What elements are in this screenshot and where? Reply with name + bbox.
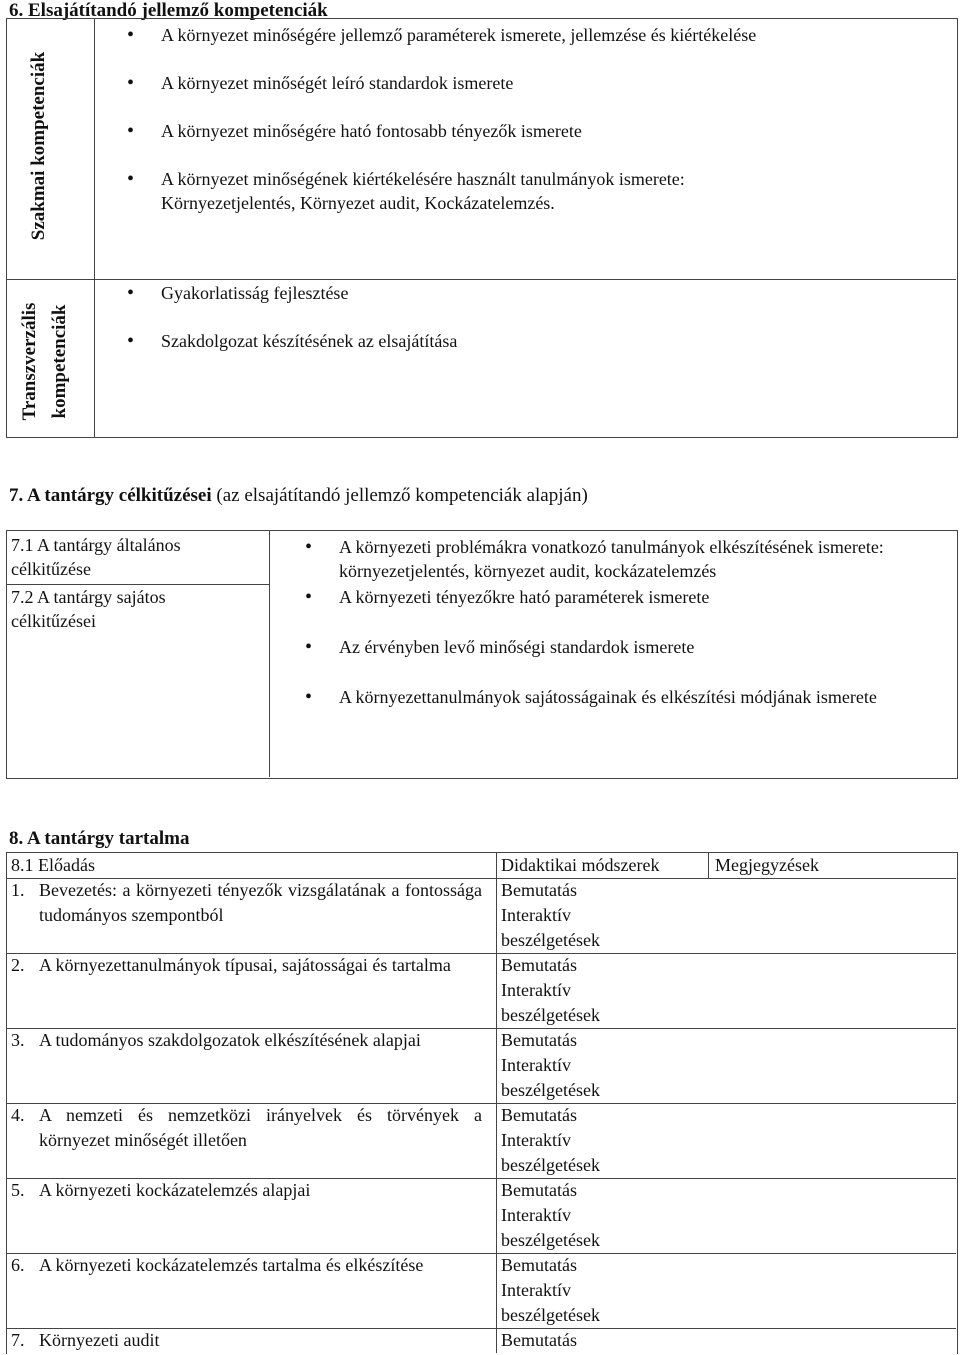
list-item: • A környezeti problémákra vonatkozó tanulmányok elkészítésének ismerete: környezetjelentés, környezet audit, kockázatelemzés [305, 535, 905, 583]
section7-title [9, 485, 588, 507]
table-row [7, 1253, 496, 1328]
table-row [7, 878, 496, 953]
content-table [6, 852, 958, 1354]
row-topic: A környezettanulmányok típusai, sajátosságai és tartalma [39, 955, 451, 975]
section6-title: 6. Elsajátítandó jellemző kompetenciák [9, 0, 328, 21]
method-item: Interaktív [501, 1129, 571, 1150]
row-topic: A tudományos szakdolgozatok elkészítésének alapjai [39, 1030, 421, 1050]
list-item: • A környezettanulmányok sajátosságainak és elkészítési módjának ismerete [305, 685, 919, 709]
row-methods [501, 953, 600, 1027]
list-item: • A környezet minőségére jellemző paraméterek ismerete, jellemzése és kiértékelése [127, 23, 917, 47]
row-topic: A nemzeti és nemzetközi irányelvek és törvények a környezet minőségét illetően [39, 1105, 482, 1150]
row-methods [501, 1178, 600, 1252]
column-divider [94, 19, 95, 437]
section7-title-rest: (az elsajátítandó jellemző kompetenciák alapján) [211, 485, 588, 506]
table-row [7, 953, 496, 1028]
section8-title: 8. A tantárgy tartalma [9, 828, 190, 849]
transzverzalis-list [127, 281, 917, 353]
general-objective-label: 7.1 A tantárgy általános célkitűzése [11, 535, 181, 579]
method-item: Bemutatás [501, 1030, 577, 1050]
method-item: Bemutatás [501, 1330, 577, 1350]
method-item: beszélgetések [501, 929, 600, 950]
transzverzalis-label [15, 294, 75, 429]
transzverzalis-label-line1: Transzverzális [19, 302, 40, 421]
competencies-table [6, 18, 958, 438]
row-topic: Környezeti audit [39, 1330, 160, 1350]
method-item: Interaktív [501, 1204, 571, 1225]
objectives-table [6, 530, 958, 779]
list-item: • A környezet minőségét leíró standardok ismerete [127, 71, 917, 95]
method-item: Bemutatás [501, 1180, 577, 1200]
row-methods [501, 1253, 600, 1327]
list-item: • Az érvényben levő minőségi standardok ismerete [305, 635, 905, 659]
method-item: Interaktív [501, 1279, 571, 1300]
method-item: Interaktív [501, 979, 571, 1000]
szakmai-list [127, 23, 917, 215]
table-row [7, 1178, 496, 1253]
list-item: • A környezeti tényezőkre ható paraméterek ismerete [305, 585, 905, 609]
row-topic: A környezeti kockázatelemzés alapjai [39, 1180, 311, 1200]
row-number: 1. [11, 880, 25, 900]
column-divider [269, 531, 270, 777]
row-methods [501, 1028, 600, 1102]
method-item: beszélgetések [501, 1154, 600, 1175]
method-item: Bemutatás [501, 1255, 577, 1275]
method-item: Interaktív [501, 904, 571, 925]
transzverzalis-label-line2: kompetenciák [49, 304, 70, 419]
row-topic: A környezeti kockázatelemzés tartalma és elkészítése [39, 1255, 424, 1275]
row-methods [501, 878, 600, 952]
table-row [7, 1103, 496, 1178]
row-topic: Bevezetés: a környezeti tényezők vizsgálatának a fontossága tudományos szempontból [39, 880, 482, 925]
list-item: • A környezet minőségére ható fontosabb tényezők ismerete [127, 119, 917, 143]
specific-objective-label: 7.2 A tantárgy sajátos célkitűzései [11, 587, 166, 631]
method-item: beszélgetések [501, 1229, 600, 1250]
list-item: • Szakdolgozat készítésének az elsajátítása [127, 329, 917, 353]
method-item: Bemutatás [501, 1105, 577, 1125]
table-row [7, 1328, 496, 1355]
szakmai-label: Szakmai kompetenciák [28, 51, 49, 241]
column-divider [708, 853, 709, 878]
method-item: beszélgetések [501, 1304, 600, 1325]
row-number: 3. [11, 1030, 25, 1050]
header-methods: Didaktikai módszerek [501, 855, 660, 875]
objectives-list [305, 535, 905, 709]
method-item: beszélgetések [501, 1079, 600, 1100]
row-number: 4. [11, 1105, 25, 1125]
row-number: 7. [11, 1330, 25, 1350]
row-number: 2. [11, 955, 25, 975]
row-number: 6. [11, 1255, 25, 1275]
row-methods [501, 1103, 600, 1177]
list-item: • Gyakorlatisság fejlesztése [127, 281, 917, 305]
row-divider [7, 279, 956, 280]
section7-title-bold: 7. A tantárgy célkitűzései [9, 485, 212, 506]
method-item: beszélgetések [501, 1004, 600, 1025]
row-number: 5. [11, 1180, 25, 1200]
method-item: Bemutatás [501, 955, 577, 975]
method-item: Bemutatás [501, 880, 577, 900]
row-methods [501, 1328, 577, 1353]
list-item: • A környezet minőségének kiértékelésére használt tanulmányok ismerete: Környezetjelentés, Környezet audit, Kockázatelemzés. [127, 167, 821, 215]
method-item: Interaktív [501, 1054, 571, 1075]
table-row [7, 1028, 496, 1103]
header-lecture: 8.1 Előadás [11, 855, 95, 875]
header-notes: Megjegyzések [715, 855, 819, 875]
